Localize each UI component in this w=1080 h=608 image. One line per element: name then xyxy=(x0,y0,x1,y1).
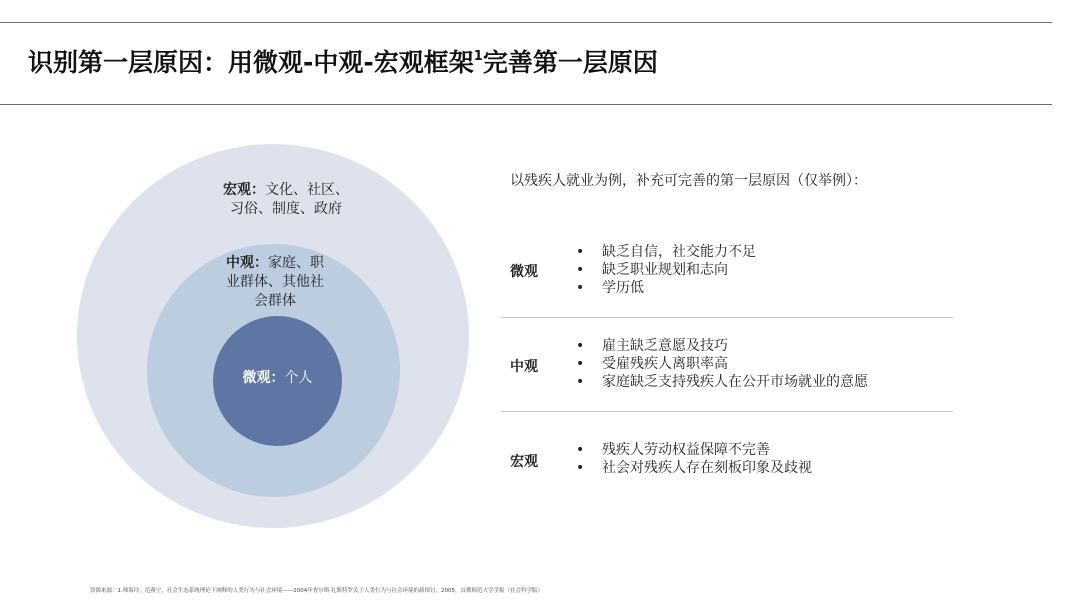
source-footnote: 资源来源：1.师海玲，范燕宁，社会生态系统理论下阐释的人类行为与社会环境——2004年查尔斯·扎斯特罗关于人类行为与社会环境的新探讨，2005，首都师范大学学报（社会科学版） xyxy=(90,588,543,594)
page-title: 识别第一层原因：用微观-中观-宏观框架$^1$完善第一层原因 xyxy=(28,48,658,77)
title-rule xyxy=(0,104,1052,105)
meso-circle-label: 中观：家庭、职 业群体、其他社 会群体 xyxy=(226,255,324,309)
macro-circle-label: 宏观：文化、社区、 习俗、制度、政府 xyxy=(223,182,349,217)
list-item: • 雇主缺乏意愿及技巧 xyxy=(574,337,868,355)
list-item: • 受雇残疾人离职率高 xyxy=(574,355,868,373)
list-item: • 社会对残疾人存在刻板印象及歧视 xyxy=(574,459,812,477)
list-item: • 家庭缺乏支持残疾人在公开市场就业的意愿 xyxy=(574,373,868,391)
list-item: • 缺乏自信，社交能力不足 xyxy=(574,243,756,261)
level-label-meso: 中观 xyxy=(510,359,538,375)
list-item: • 缺乏职业规划和志向 xyxy=(574,261,756,279)
micro-circle-label: 微观：个人 xyxy=(242,370,313,386)
section-divider xyxy=(501,411,953,412)
list-item: • 学历低 xyxy=(574,279,756,297)
list-item: • 残疾人劳动权益保障不完善 xyxy=(574,441,812,459)
meso-reasons-list xyxy=(574,337,868,391)
level-label-macro: 宏观 xyxy=(510,454,538,470)
title-footnote-marker: 1 xyxy=(473,49,483,64)
level-label-micro: 微观 xyxy=(510,264,538,280)
macro-reasons-list xyxy=(574,441,812,477)
section-divider xyxy=(501,317,953,318)
top-rule xyxy=(0,22,1052,23)
intro-text: 以残疾人就业为例，补充可完善的第一层原因（仅举例）： xyxy=(510,173,867,189)
micro-reasons-list xyxy=(574,243,756,297)
